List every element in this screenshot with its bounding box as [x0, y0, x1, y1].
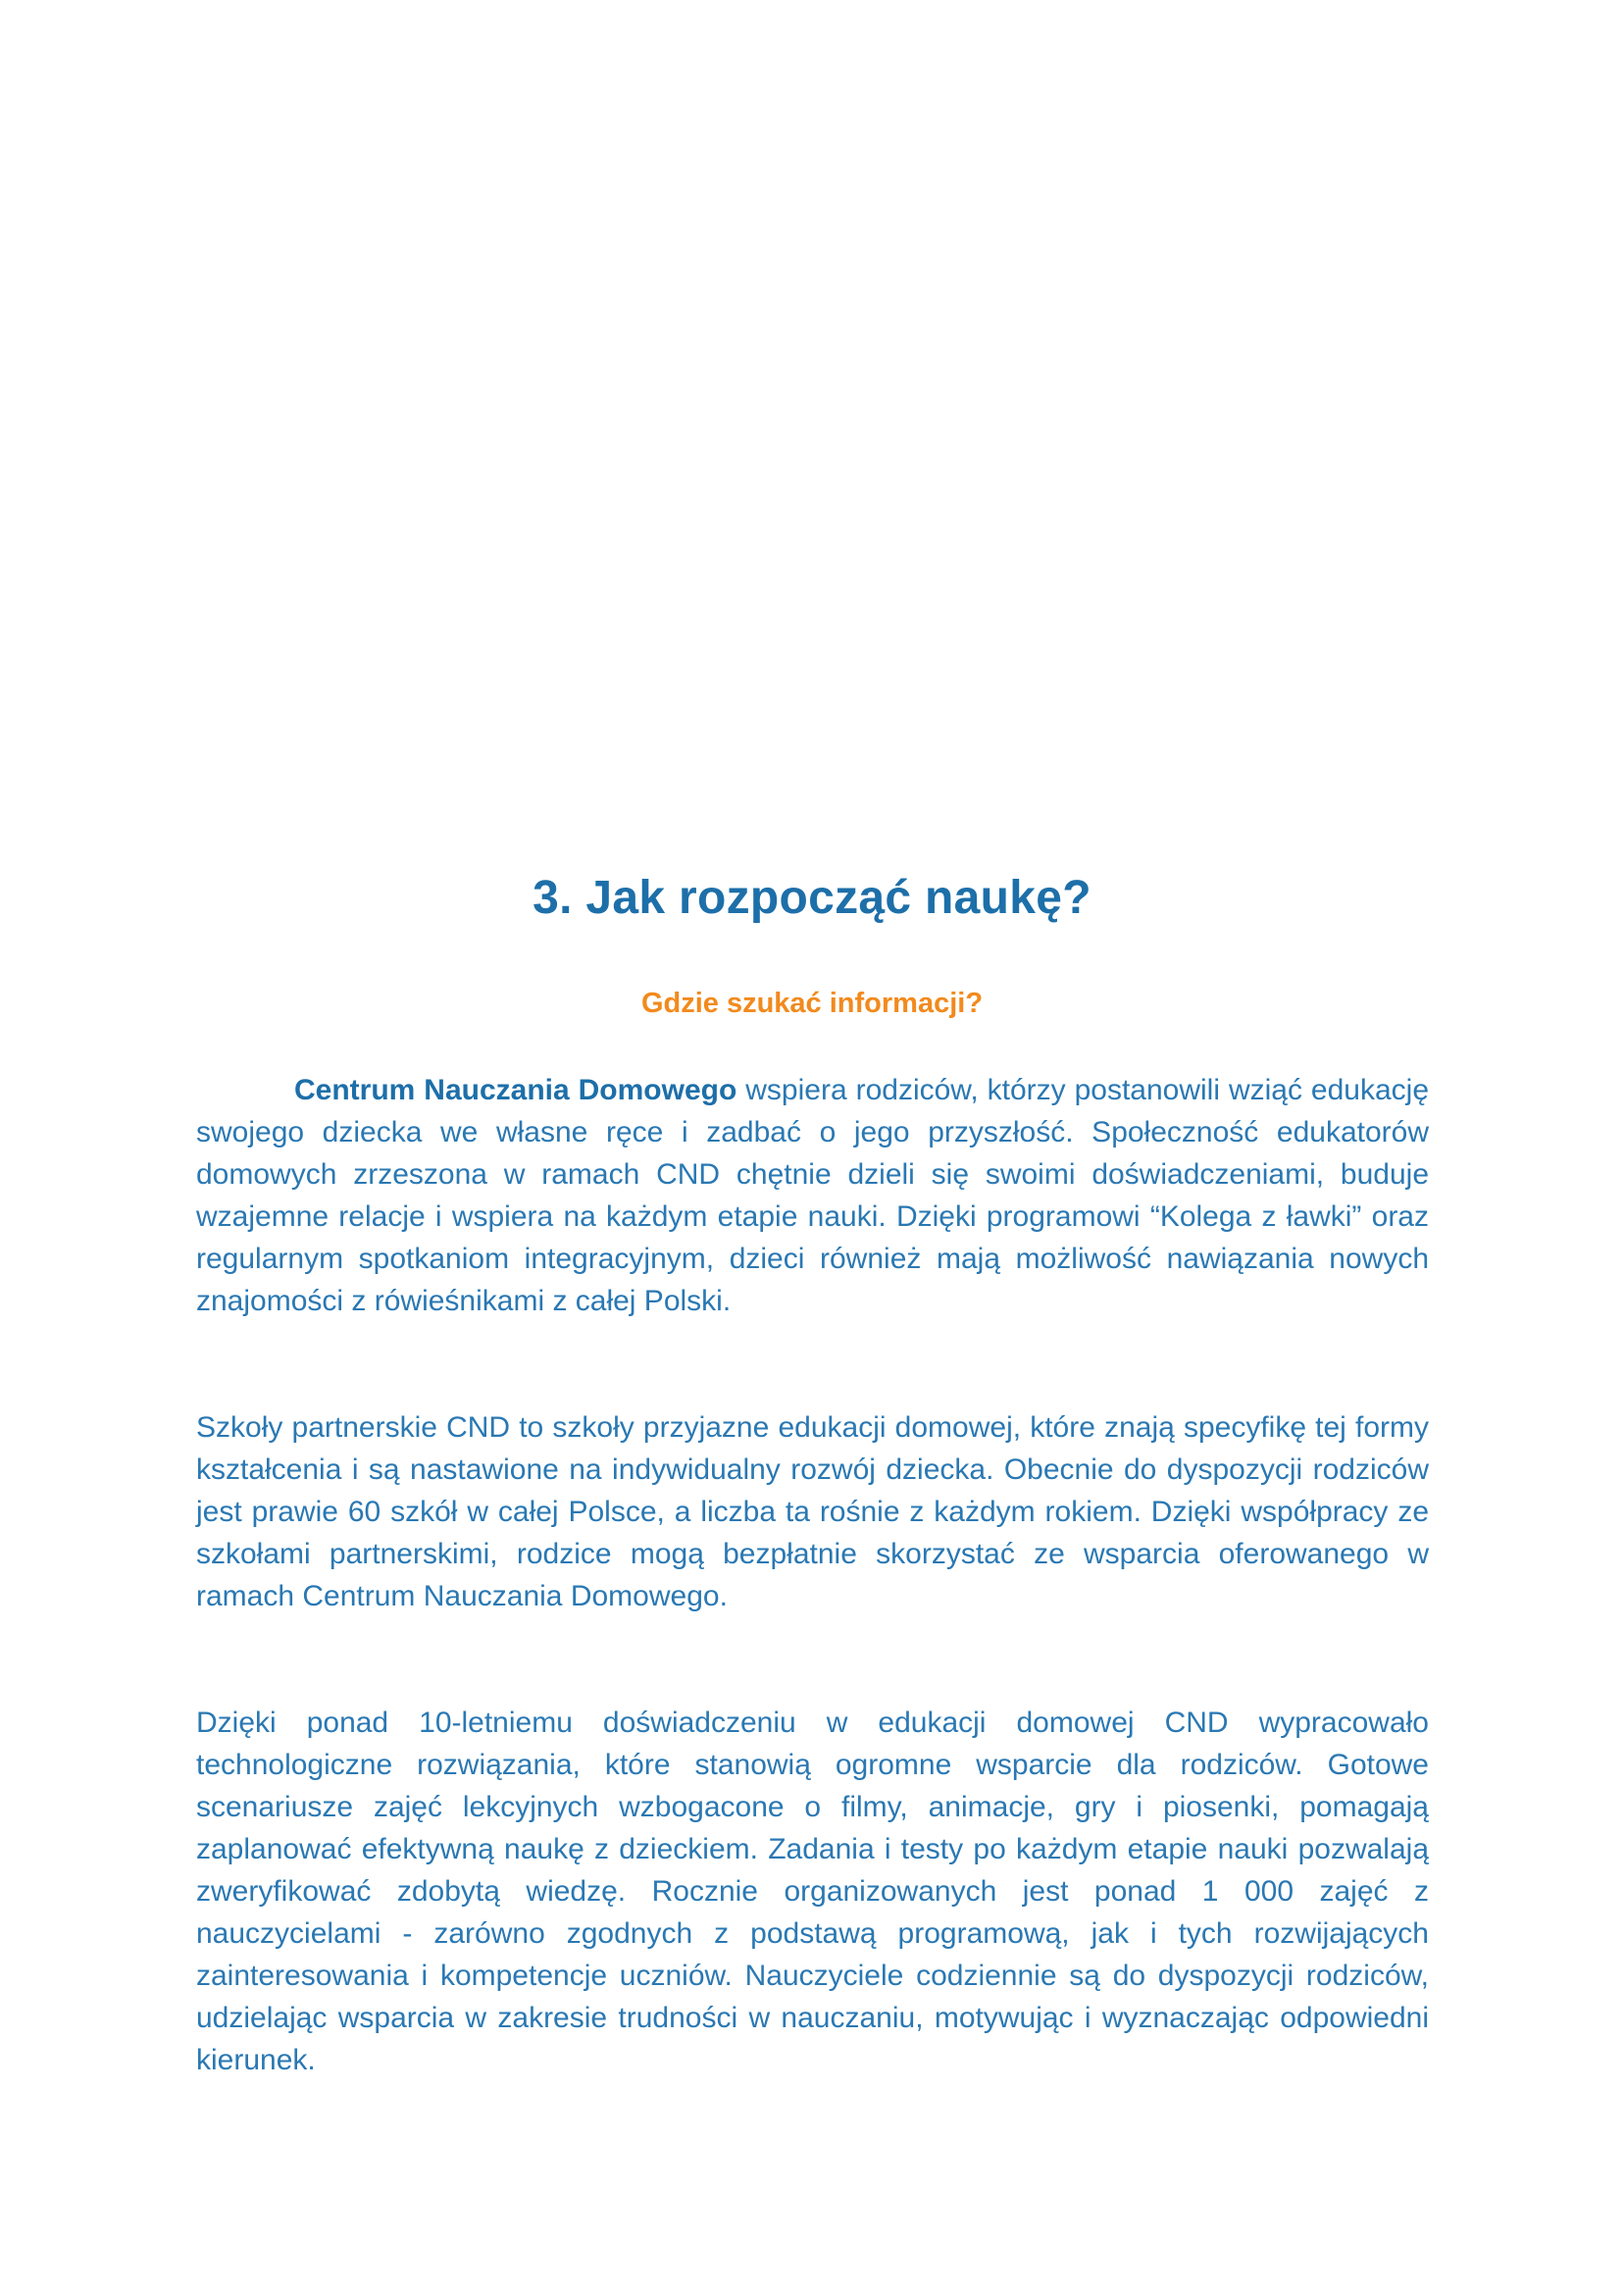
- paragraph-partner-schools: Szkoły partnerskie CND to szkoły przyjazne edukacji domowej, które znają specyfikę tej formy kształcenia i są nastawione na indywidualny rozwój dziecka. Obecnie do dyspozycji rodziców jest prawie 60 szkół w całej Polsce, a liczba ta rośnie z każdym rokiem. Dzięki współpracy ze szkołami partnerskimi, rodzice mogą bezpłatnie skorzystać ze wsparcia oferowanego w ramach Centrum Nauczania Domowego.: [196, 1411, 1429, 1612]
- section-subtitle: Gdzie szukać informacji?: [640, 988, 984, 1019]
- paragraph-intro: [196, 1069, 1429, 1322]
- organization-name: Centrum Nauczania Domowego: [294, 1074, 737, 1106]
- chapter-title: 3. Jak rozpocząć naukę?: [533, 872, 1091, 924]
- paragraph-experience: Dzięki ponad 10-letniemu doświadczeniu w edukacji domowej CND wypracowało technologiczne rozwiązania, które stanowią ogromne wsparcie dla rodziców. Gotowe scenariusze zajęć lekcyjnych wzbogacone o filmy, animacje, gry i piosenki, pomagają zaplanować efektywną naukę z dzieckiem. Zadania i testy po każdym etapie nauki pozwalają zweryfikować zdobytą wiedzę. Rocznie organizowanych jest ponad 1 000 zajęć z nauczycielami - zarówno zgodnych z podstawą programową, jak i tych rozwijających zainteresowania i kompetencje uczniów. Nauczyciele codziennie są do dyspozycji rodziców, udzielając wsparcia w zakresie trudności w nauczaniu, motywując i wyznaczając odpowiedni kierunek.: [196, 1707, 1429, 2076]
- paragraph-intro-text: wspiera rodziców, którzy postanowili wziąć edukację swojego dziecka we własne ręce i zadbać o jego przyszłość. Społeczność edukatorów domowych zrzeszona w ramach CND chętnie dzieli się swoimi doświadczeniami, buduje wzajemne relacje i wspiera na każdym etapie nauki. Dzięki programowi “Kolega z ławki” oraz regularnym spotkaniom integracyjnym, dzieci również mają możliwość nawiązania nowych znajomości z rówieśnikami z całej Polski.: [196, 1074, 1430, 1317]
